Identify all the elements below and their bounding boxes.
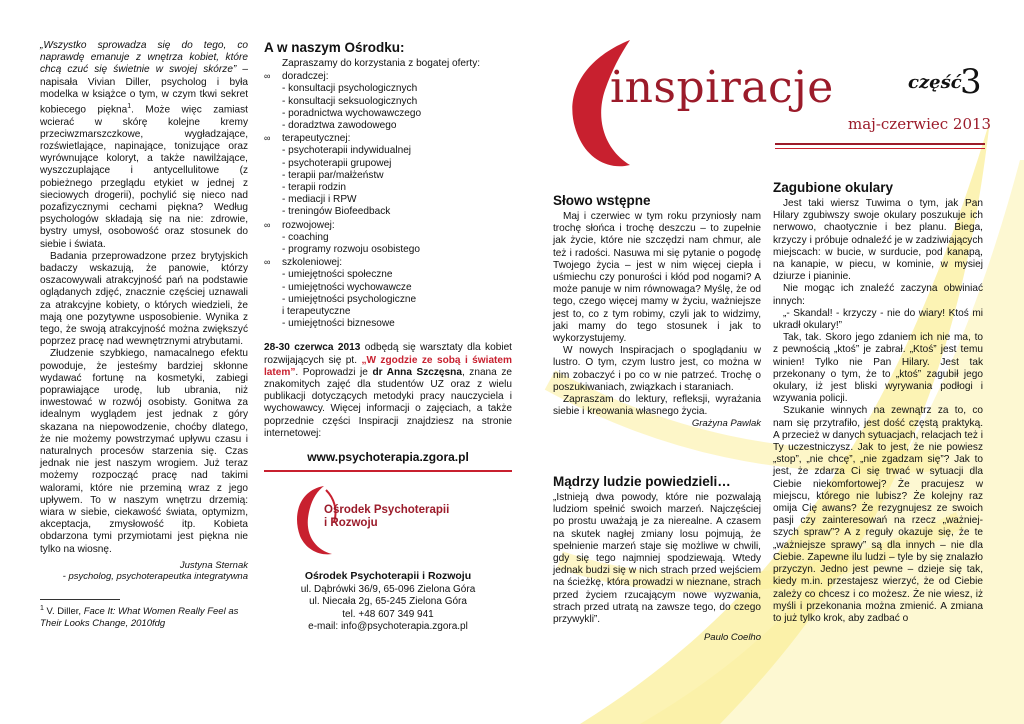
offer-item: - umiejętności psychologiczne [282, 293, 417, 305]
footnote-marker: 1 [127, 103, 132, 111]
intro-rest: – napisała Vivian Diller, psycholog i była modelka w książce o tym, w czym tkwi sekret kobiecego piękna [40, 64, 248, 116]
foreword-section [553, 193, 761, 430]
part-label: część [908, 72, 962, 93]
header-rule [775, 143, 985, 145]
quote-text: „Istnieją dwa powody, które nie pozwalają ludziom spełnić swoich marzeń. Najczęściej po prostu uważają je za nierealne. A czasem na skutek nagłej zmiany losu pojmują, że spełnienie marzeń staje się możliwe w chwili, gdy się tego najmniej spodziewają. Wtedy jednak budzi się w nich strach przed wejściem na ścieżkę, która prowadzi w nieznane, strach przed życiem rzucającym nowe wyzwania, strach przed utratą na zawsze tego, do czego przywykli”. [553, 492, 761, 626]
intro-tail: . Może więc zamiast wcierać w skórę kolejne kremy przeciwzmarszczkowe, wygładzające, rozświetlające, napinające, tonizujące oraz wyrównujące koloryt, a także nawilżające, wyszczuplające i antycellulitowe (z pobieżnego przeglądu etykiet w jednej z sieciowych drogerii), pochylić się nieco nad pozafizycznymi cechami piękna? Według psychologów składają się na nie: zdrowie, bystry umysł, osobowość oraz stosunek do siebie i świata. [40, 104, 248, 250]
paragraph-research: Badania przeprowadzone przez brytyjskich badaczy wskazują, że panowie, którzy oszacowywali atrakcyjność pań na podstawie oglądanych zdjęć, znacznie częściej uznawali za atrakcyjne kobiety, o których wiedzieli, że mają one pozytywne usposobienie. Wynika z tego, że swoją atrakcyjność można zwiększyć poprzez pracę nad wewnętrznymi atrybutami. [40, 250, 248, 348]
email-address[interactable]: e-mail: info@psychoterapia.zgora.pl [308, 620, 468, 632]
offer-item: - programy rozwoju osobistego [282, 244, 421, 256]
foreword-paragraph: Maj i czerwiec w tym roku przyniosły nam trochę słońca i trochę deszczu – to zupełnie jak życie, które nie szczędzi nam chmur, ale też i radości. Nasuwa mi się pytanie o pogodę Twojego życia – jest w nim więcej ciepła i uśmiechu czy ponurości i kłód pod nogami? A może panuje w nim równowaga? Myślę, że od tego, czego więcej mamy w życiu, ważniejsze jest to, co z tym robimy, czyli jak to widzimy, jaki mamy do tego stosunek i jak to wykorzystujemy. [553, 211, 761, 345]
footnote: $^1$ V. Diller, Face It: What Women Really Feel as Their Looks Change, 2010fdg [40, 604, 239, 629]
header-rule [775, 148, 985, 149]
article-paragraph: Nie mogąc ich znaleźć zaczyna obwiniać innych: [773, 283, 983, 307]
offer-heading: A w naszym Ośrodku: [264, 40, 405, 55]
offer-item: - umiejętności wychowawcze [282, 281, 412, 293]
paragraph-illusion: Złudzenie szybkiego, namacalnego efektu powoduje, że jesteśmy bardziej skłonne wydawać fortunę na kosmetyki, zabiegi poprawiające urodę, lub ubrania, niż inwestować w rozwój osobisty. Gonitwa za idealnym wyglądem jest jednak z góry skazana na niepowodzenie, choćby dlatego, że nie możemy powstrzymać upływu czasu i naturalnych procesów starzenia się. Czas jednak nie jest naszym wrogiem. Już teraz możemy rozpocząć pracę nad takimi walorami, które nie przeminą wraz z jego upływem. To w naszym wnętrzu drzemią: wiara w siebie, ciekawość świata, optymizm, akceptacja, zmysłowość itp. Kobieta obdarzona tymi przymiotami jest piękna nie tylko na wiosnę. [40, 348, 248, 555]
section-divider [264, 470, 512, 472]
offer-item: i terapeutyczne [282, 306, 351, 318]
organization-name: Ośrodek Psychoterapii i Rozwoju [304, 570, 472, 583]
author-name: Justyna Sternak [179, 559, 248, 571]
quote-author: Paulo Coelho [703, 632, 761, 644]
offer-item: - umiejętności społeczne [282, 269, 393, 281]
article-paragraph: „- Skandal! - krzyczy - nie do wiary! Ktoś mi ukradł okulary!” [773, 307, 983, 332]
intro-quote: „Wszystko sprowadza się do tego, co naprawdę emanuje z wnętrza kobiet, które chcą czuć się świetnie w swojej skórze” [40, 40, 248, 76]
author-title: - psycholog, psychoterapeutka integratywna [62, 571, 248, 583]
offer-item: - coaching [282, 231, 329, 243]
offer-item: - treningów Biofeedback [282, 206, 391, 218]
lost-glasses-article [773, 180, 983, 625]
quote-section [553, 474, 761, 644]
part-number: 3 [960, 62, 982, 102]
phone-number: tel. +48 607 349 941 [342, 608, 434, 620]
offer-intro: Zapraszamy do korzystania z bogatej oferty: [282, 58, 481, 69]
address-line: ul. Niecała 2g, 65-245 Zielona Góra [309, 596, 467, 608]
offer-item: - poradnictwa wychowawczego [282, 107, 422, 119]
quote-heading: Mądrzy ludzie powiedzieli… [553, 474, 731, 489]
intro-paragraph [40, 40, 248, 251]
foreword-paragraph: Zapraszam do lektury, refleksji, wyrażania siebie i kreowania własnego życia. [553, 394, 761, 418]
article-paragraph: Jest taki wiersz Tuwima o tym, jak Pan Hilary zgubiwszy swoje okulary poszukuje ich nerwowo, chaotycznie i bez planu. Biega, krzyczy i próbuje odnaleźć je w zadziwiających miejscach: w bucie, w surducie, pod kanapą, na kanapie, w piecu, w kominie, w mysiej dziurze i pianinie. [773, 198, 983, 283]
article-paragraph: Tak, tak. Skoro jego zdaniem ich nie ma, to z pewnością „ktoś” je zabrał. „Ktoś” jest temu winien! Tylko nie Pan Hilary. Jest tak przekonany o tym, że to „ktoś” zagubił jego okulary, iż jest bliski wyrywania podłogi i wzywania policji. [773, 332, 983, 405]
offer-category: ∞ szkoleniowej: [264, 256, 512, 269]
issue-date: maj-czerwiec 2013 [848, 115, 992, 133]
offer-category: ∞ doradczej: [264, 70, 512, 83]
address-line: ul. Dąbrówki 36/9, 65-096 Zielona Góra [300, 584, 476, 596]
offer-item: - mediacji i RPW [282, 194, 357, 206]
publication-logo: inspiracje [610, 62, 834, 113]
article-paragraph: Szukanie winnych na zewnątrz za to, co nam się przytrafiło, jest dość częstą praktyką. A przecież w danych sytuacjach, relacjach też i Ty uczestniczysz. Jak to jest, że nie powiesz „stop”, „nie chcę”, „nie zgadzam się”? Jak to jest, że zdarza Ci się trwać w sytuacji dla Ciebie niekomfortowej? Że pracujesz w miejscu, którego nie lubisz? Że kolejny raz omija Cię awans? Że rezygnujesz ze swoich pasji czy zainteresowań na rzecz „ważniej-szych spraw”? A z reguły okazuje się, że te „ważniejsze sprawy” są dla innych – nie dla Ciebie. Zapewne ilu ludzi – tyle by się znalazło przyczyn. Jedno jest pewne – dzieje się tak, kiedy m.in. przestajesz wierzyć, że od Ciebie zależy co chcesz i co możesz. Że nie wiesz, iż myśli i przekonania można zmienić. A zmiana to już tylko krok, aby zadbać o [773, 405, 983, 624]
article-heading: Zagubione okulary [773, 180, 894, 195]
offer-item: - konsultacji seksuologicznych [282, 95, 418, 107]
website-link[interactable]: www.psychoterapia.zgora.pl [307, 450, 469, 465]
offer-item: - terapii rodzin [282, 182, 346, 194]
offer-item: - terapii par/małżeństw [282, 169, 384, 181]
offer-item: - konsultacji psychologicznych [282, 83, 418, 95]
offer-category: ∞ terapeutycznej: [264, 132, 512, 145]
foreword-paragraph: W nowych Inspiracjach o spoglądaniu w lustro. O tym, czym lustro jest, co można w nim zobaczyć i po co w nie patrzeć. Trochę o poszukiwaniach, związkach i staraniach. [553, 345, 761, 393]
cover-column [520, 0, 1024, 724]
organization-logo [264, 478, 512, 566]
offer-category: ∞ rozwojowej: [264, 219, 512, 232]
foreword-heading: Słowo wstępne [553, 193, 651, 208]
offer-item: - umiejętności biznesowe [282, 318, 395, 330]
workshop-leader: dr Anna Szczęsna [372, 366, 462, 378]
workshop-title: „W zgodzie ze sobą i światem latem” [264, 354, 513, 378]
article-column-beauty [0, 0, 256, 724]
workshop-date: 28-30 czerwca 2013 [264, 342, 361, 354]
footnote-divider [40, 599, 120, 600]
organization-logo-text: Ośrodek Psychoterapii i Rozwoju [324, 504, 450, 530]
offer-item: - doradztwa zawodowego [282, 120, 397, 132]
offer-item: - psychoterapii grupowej [282, 157, 392, 169]
offer-list [264, 70, 512, 330]
offer-item: - psychoterapii indywidualnej [282, 145, 412, 157]
foreword-author: Grażyna Pawlak [691, 418, 761, 430]
center-offer-column [258, 0, 520, 724]
workshop-announcement: 28-30 czerwca 2013 odbędą się warsztaty dla kobiet rozwijających się pt. „W zgodzie ze sobą i światem latem”. Poprowadzi je dr Anna Szczęsna, znana ze znakomitych zajęć dla studentów UZ oraz z wielu publikacji dotyczących metodyki pracy nauczyciela i wychowawcy. Więcej informacji o zajęciach, a także poprzednie części Inspiracji znajdziesz na stronie internetowej: [264, 342, 513, 439]
